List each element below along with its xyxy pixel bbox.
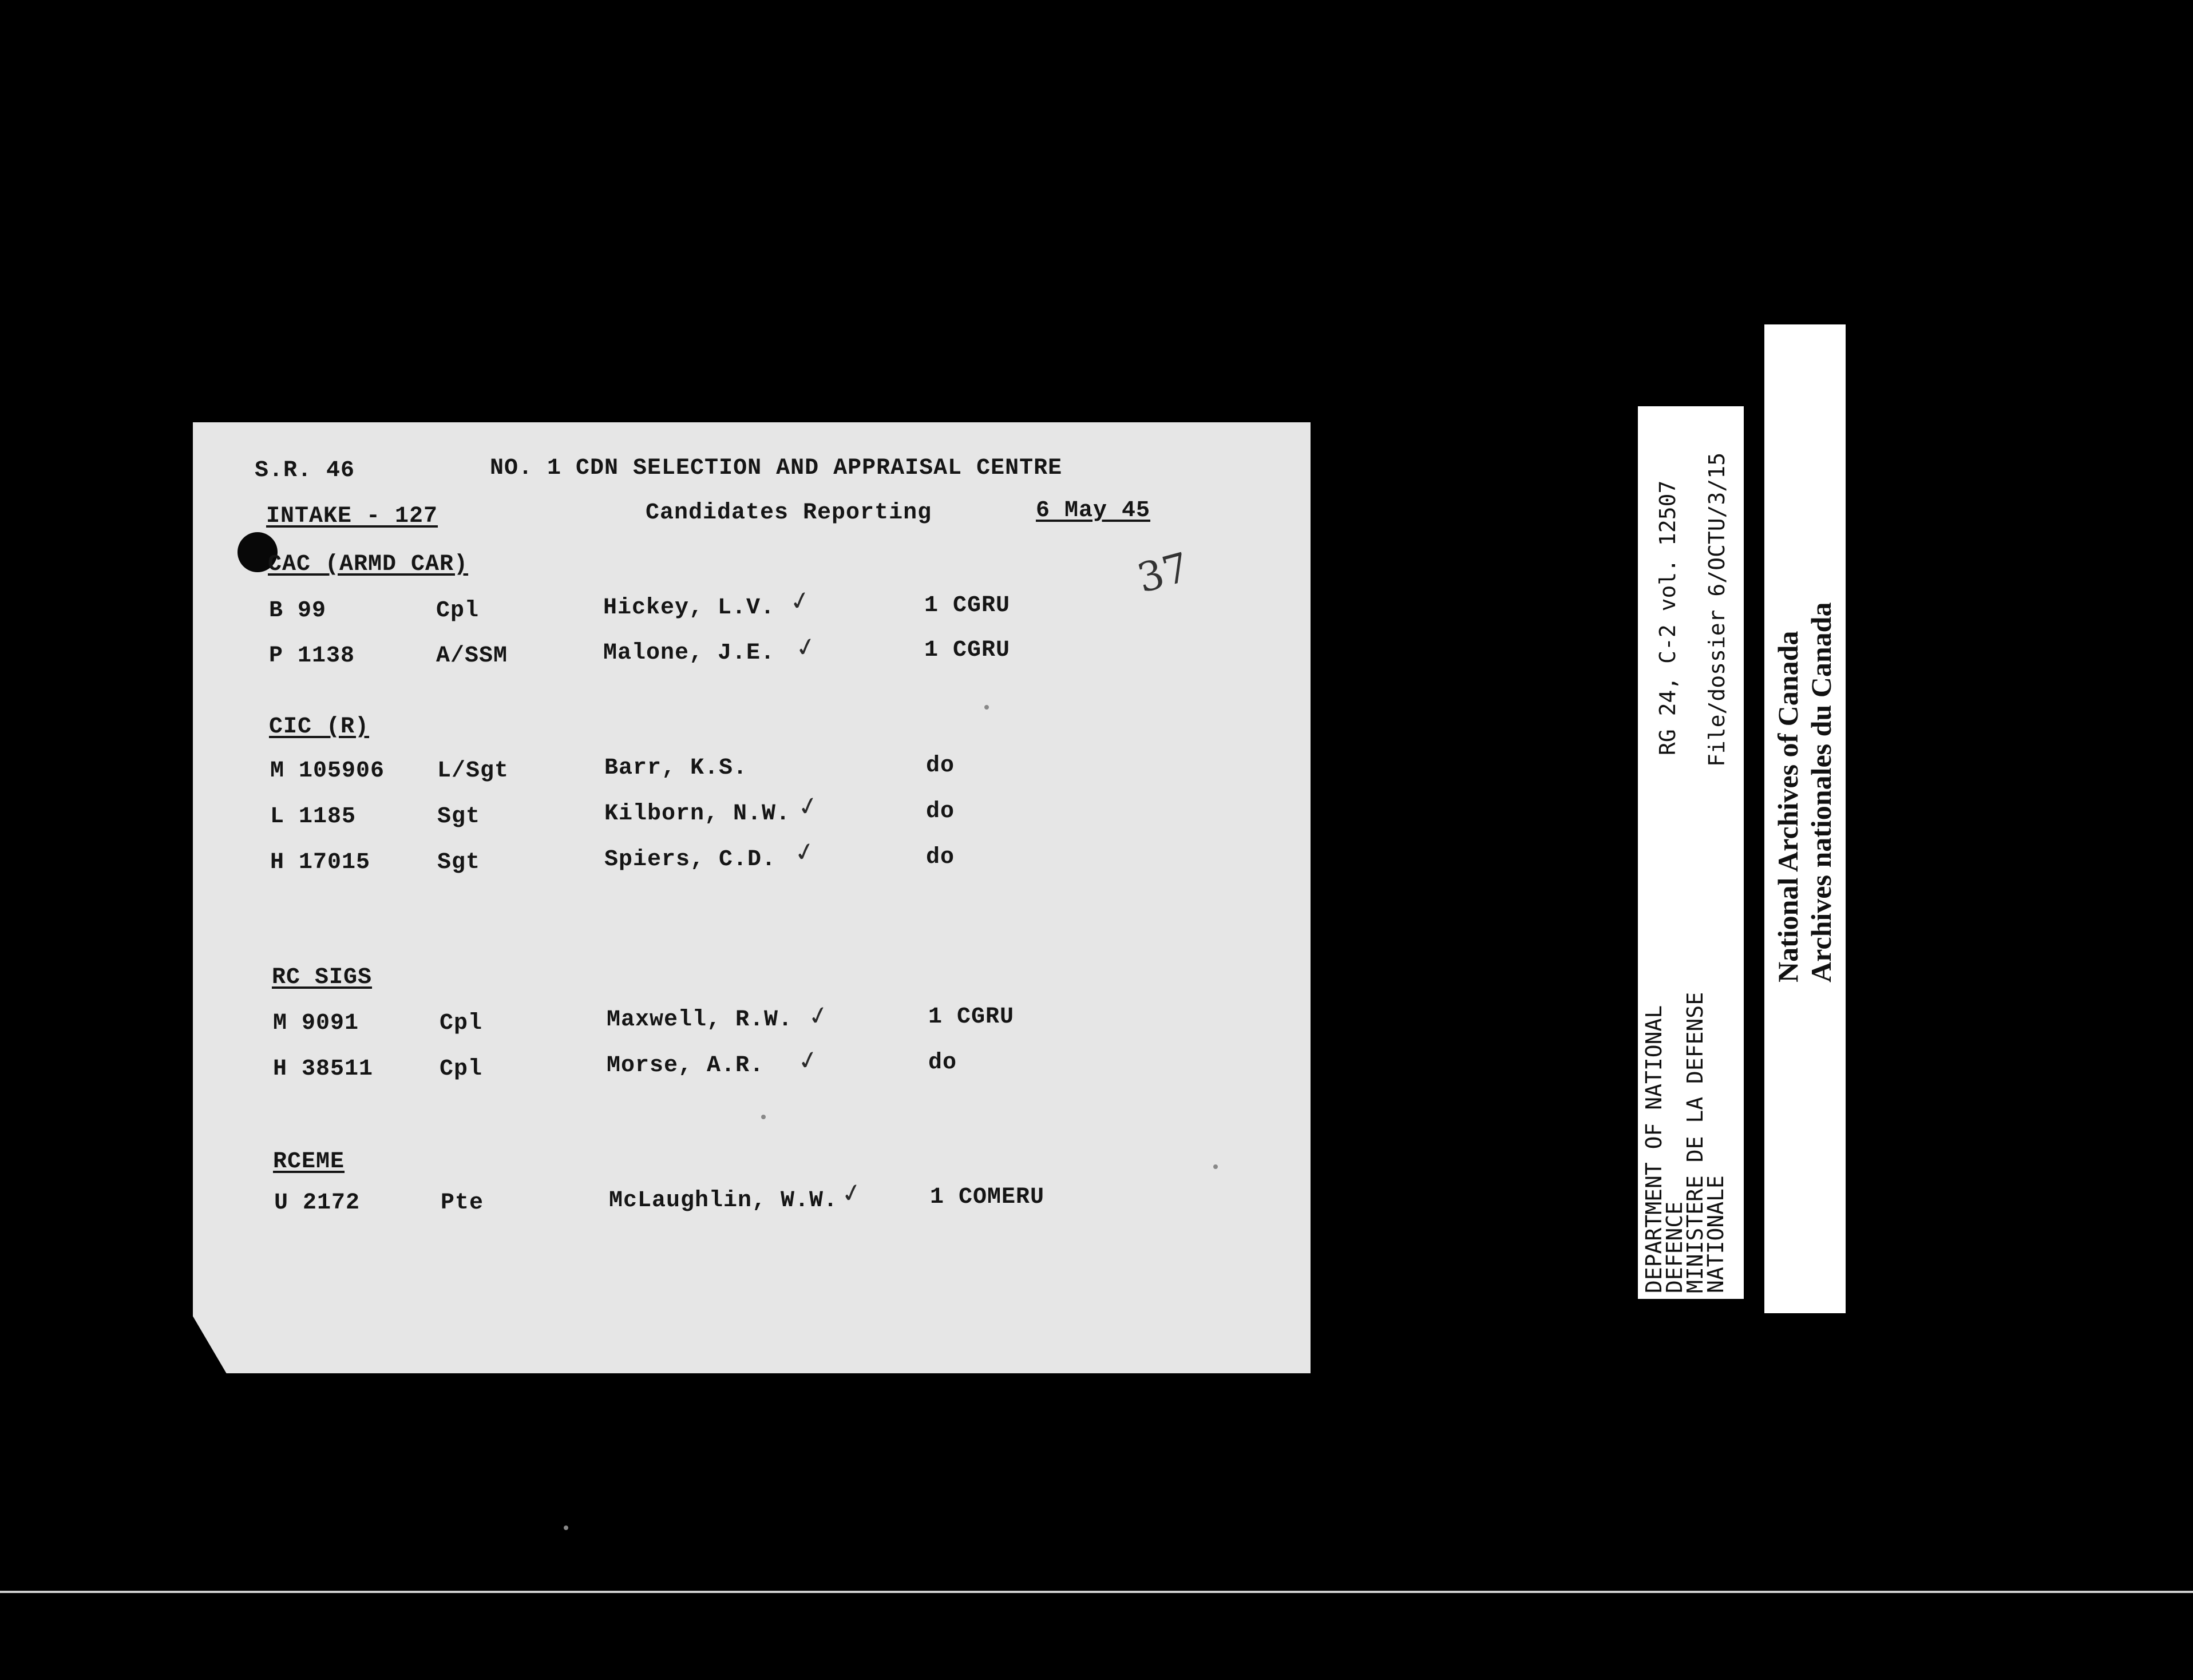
candidate-name: Barr, K.S. — [604, 755, 748, 781]
check-mark: ✓ — [795, 790, 822, 823]
archives-canada-label — [1764, 324, 1846, 1313]
candidate-name: Maxwell, R.W. — [607, 1007, 793, 1033]
speck — [1213, 1164, 1218, 1169]
speck — [761, 1115, 766, 1119]
rank: A/SSM — [436, 643, 508, 669]
rank: Pte — [441, 1190, 484, 1216]
dept-line-1: DEPARTMENT OF NATIONAL — [1641, 1005, 1666, 1293]
archive-name-en: National Archives of Canada — [1772, 631, 1804, 982]
intake-number: INTAKE - 127 — [266, 504, 438, 529]
document-ref: S.R. 46 — [255, 458, 355, 484]
check-mark: ✓ — [805, 999, 832, 1033]
candidate-name: Morse, A.R. — [607, 1053, 765, 1079]
document-subtitle: Candidates Reporting — [646, 500, 932, 526]
section-heading: CAC (ARMD CAR) — [268, 552, 469, 577]
rank: Cpl — [440, 1056, 483, 1082]
section-heading: RCEME — [273, 1149, 345, 1175]
rg-reference: RG 24, C-2 vol. 12507 — [1655, 480, 1680, 755]
unit: 1 CGRU — [928, 1004, 1015, 1030]
dept-line-3: MINISTERE DE LA DEFENSE — [1683, 992, 1708, 1293]
section-heading: RC SIGS — [272, 965, 373, 990]
unit: 1 CGRU — [924, 637, 1011, 663]
unit: 1 CGRU — [924, 593, 1011, 619]
check-mark: ✓ — [838, 1176, 865, 1210]
service-number: H 17015 — [270, 850, 371, 875]
dept-label — [1641, 992, 1728, 1293]
check-mark: ✓ — [793, 631, 820, 664]
archive-reference-label — [1638, 406, 1744, 1299]
speck — [984, 705, 989, 710]
rank: L/Sgt — [437, 758, 509, 784]
unit: do — [926, 845, 955, 870]
unit: do — [926, 753, 955, 779]
service-number: L 1185 — [270, 804, 357, 830]
service-number: U 2172 — [274, 1190, 361, 1216]
unit: do — [926, 799, 955, 825]
scan-edge-line — [0, 1591, 2193, 1593]
check-mark: ✓ — [795, 1044, 822, 1077]
service-number: H 38511 — [273, 1056, 374, 1082]
rank: Cpl — [436, 598, 480, 624]
candidate-name: McLaughlin, W.W. — [609, 1188, 838, 1214]
candidate-name: Hickey, L.V. — [603, 595, 775, 621]
candidate-name: Spiers, C.D. — [604, 847, 777, 873]
service-number: M 105906 — [270, 758, 385, 784]
service-number: P 1138 — [269, 643, 355, 669]
section-heading: CIC (R) — [269, 714, 370, 740]
document-date: 6 May 45 — [1036, 498, 1151, 524]
unit: 1 COMERU — [930, 1184, 1045, 1210]
service-number: M 9091 — [273, 1011, 359, 1036]
document-title: NO. 1 CDN SELECTION AND APPRAISAL CENTRE — [490, 455, 1063, 481]
candidate-name: Malone, J.E. — [603, 640, 775, 666]
rank: Cpl — [440, 1011, 483, 1036]
rank: Sgt — [437, 850, 481, 875]
dept-line-4: NATIONALE — [1703, 1175, 1728, 1293]
handwritten-number: 37 — [1132, 543, 1194, 603]
rank: Sgt — [437, 804, 481, 830]
speck — [564, 1526, 568, 1530]
archive-name-fr: Archives nationales du Canada — [1805, 602, 1837, 982]
candidate-name: Kilborn, N.W. — [604, 801, 791, 827]
file-reference: File/dossier 6/OCTU/3/15 — [1704, 452, 1729, 767]
check-mark: ✓ — [787, 584, 814, 618]
service-number: B 99 — [269, 598, 327, 624]
dept-line-2: DEFENCE — [1662, 1201, 1687, 1293]
check-mark: ✓ — [791, 835, 818, 869]
unit: do — [928, 1050, 957, 1076]
